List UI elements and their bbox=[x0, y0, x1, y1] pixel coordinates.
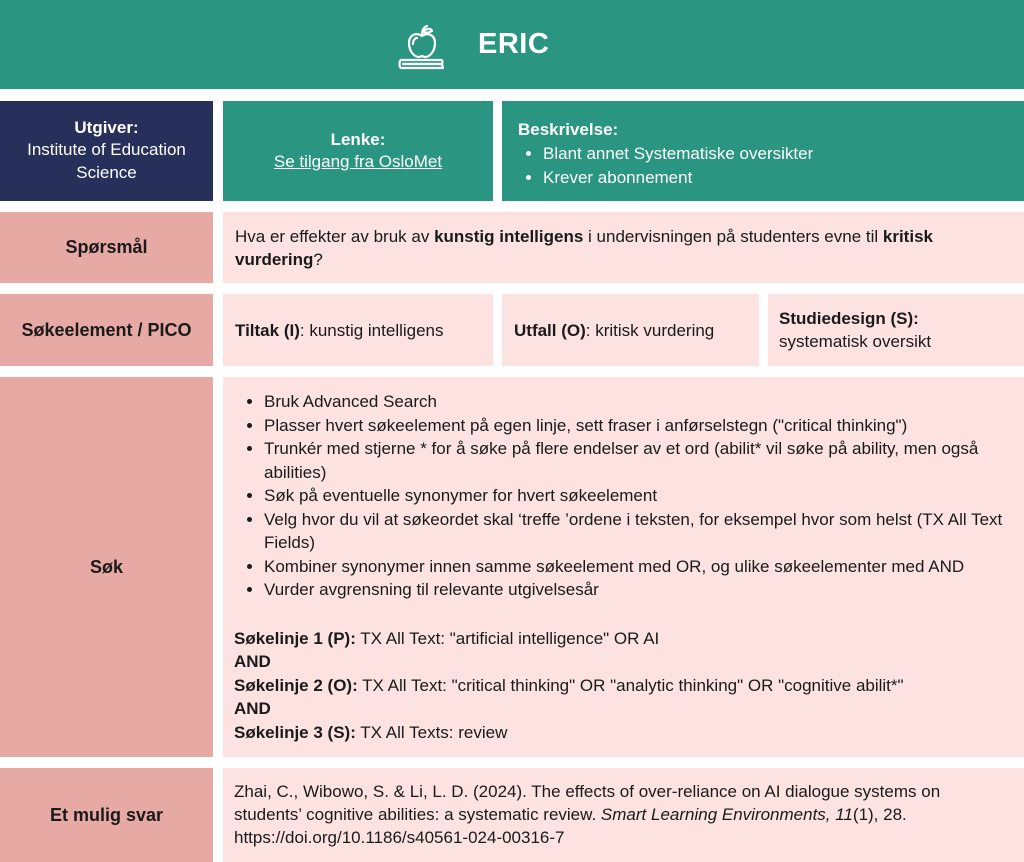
link-label: Lenke: bbox=[330, 129, 386, 149]
and-operator: AND bbox=[234, 699, 271, 718]
search-tip: • Plasser hvert søkeelement på egen linje, sett fraser i anførselstegn ("critical thinking") bbox=[264, 414, 1014, 438]
search-line-2: Søkelinje 2 (O): TX All Text: "critical thinking" OR "analytic thinking" OR "cognitive abilit*" bbox=[234, 675, 904, 695]
page-header bbox=[0, 0, 1024, 89]
pico-design-box bbox=[768, 294, 1024, 366]
publisher-line-1: Institute of Education bbox=[27, 140, 186, 159]
description-box bbox=[502, 101, 1024, 201]
answer-label: Et mulig svar bbox=[49, 804, 164, 825]
answer-citation: Zhai, C., Wibowo, S. & Li, L. D. (2024). The effects of over-reliance on AI dialogue systems on students’ cognitive abilities: a systematic review. Smart Learning Environments, 11(1), 28. https://doi.org/10.1186/s40561-024-00316-7 bbox=[234, 782, 941, 847]
search-tip: • Velg hvor du vil at søkeordet skal ‘treffe ’ordene i teksten, for eksempel hvor som helst (TX All Text Fields) bbox=[264, 508, 1014, 555]
pico-utfall-box bbox=[502, 294, 759, 366]
apple-on-books-icon bbox=[397, 22, 447, 72]
question-label: Spørsmål bbox=[65, 237, 148, 257]
access-link[interactable]: Se tilgang fra OsloMet bbox=[273, 151, 443, 171]
pico-label: Søkeelement / PICO bbox=[21, 319, 192, 340]
description-item: • Blant annet Systematiske oversikter bbox=[543, 142, 1024, 166]
search-tip: • Kombiner synonymer innen samme søkeelement med OR, og ulike søkeelementer med AND bbox=[264, 555, 1014, 579]
search-line-3: Søkelinje 3 (S): TX All Texts: review bbox=[234, 722, 508, 742]
pico-tiltak: Tiltak (I): kunstig intelligens bbox=[235, 320, 444, 340]
search-tip: • Søk på eventuelle synonymer for hvert søkeelement bbox=[264, 484, 1014, 508]
description-list bbox=[518, 142, 1024, 189]
link-box bbox=[223, 101, 493, 201]
publisher-line-2: Science bbox=[76, 163, 137, 182]
search-label: Søk bbox=[89, 556, 123, 577]
search-tip: • Bruk Advanced Search bbox=[264, 390, 1014, 414]
search-label-box bbox=[0, 377, 213, 757]
publisher-box bbox=[0, 101, 213, 201]
search-line-1: Søkelinje 1 (P): TX All Text: "artificial intelligence" OR AI bbox=[234, 628, 660, 648]
search-tip: • Trunkér med stjerne * for å søke på flere endelser av et ord (abilit* vil søke på ability, men også abilities) bbox=[264, 437, 1014, 484]
search-tips-list bbox=[234, 390, 1014, 602]
description-label: Beskrivelse: bbox=[518, 120, 619, 139]
pico-tiltak-box bbox=[223, 294, 493, 366]
answer-label-box bbox=[0, 768, 213, 862]
search-box bbox=[223, 377, 1024, 757]
search-tip: • Vurder avgrensning til relevante utgivelsesår bbox=[264, 578, 1014, 602]
and-operator: AND bbox=[234, 652, 271, 671]
question-text: Hva er effekter av bruk av kunstig intelligens i undervisningen på studenters evne til kritisk vurdering? bbox=[235, 226, 933, 269]
pico-design-label: Studiedesign (S): bbox=[779, 309, 919, 328]
description-item: • Krever abonnement bbox=[543, 166, 1024, 190]
answer-box bbox=[223, 768, 1024, 862]
pico-utfall: Utfall (O): kritisk vurdering bbox=[514, 320, 715, 340]
publisher-label: Utgiver: bbox=[74, 118, 139, 137]
answer-doi: https://doi.org/10.1186/s40561-024-00316-7 bbox=[234, 828, 565, 847]
question-label-box bbox=[0, 212, 213, 283]
page-title: ERIC bbox=[478, 28, 550, 60]
question-box bbox=[223, 212, 1024, 283]
pico-label-box bbox=[0, 294, 213, 366]
pico-design-value: systematisk oversikt bbox=[779, 332, 932, 351]
